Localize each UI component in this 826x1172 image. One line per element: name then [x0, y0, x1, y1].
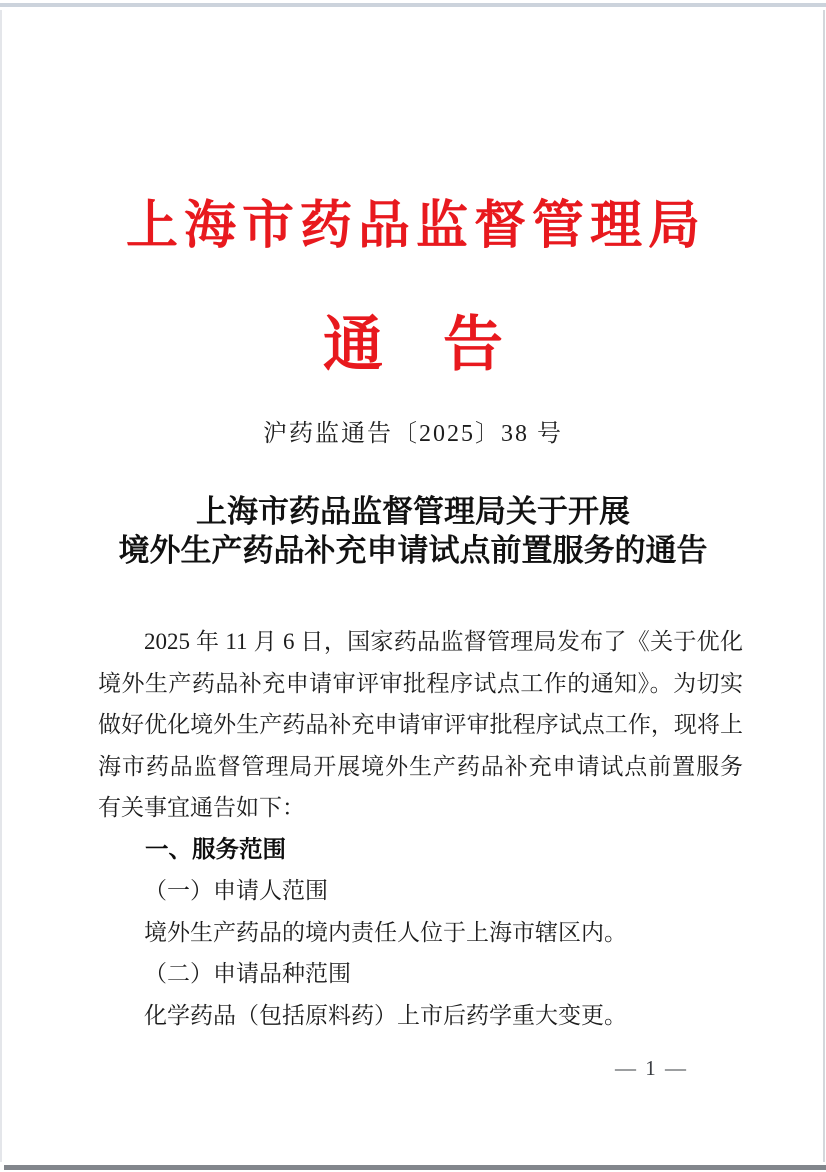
page-number: — 1 — — [615, 1056, 688, 1080]
page-edge-top — [0, 3, 826, 7]
agency-name: 上海市药品监督管理局 — [125, 198, 706, 255]
document-title — [0, 492, 826, 570]
body-line: （一）申请人范围 — [144, 878, 328, 903]
body-line: 2025 年 11 月 6 日，国家药品监督管理局发布了《关于优化 — [144, 629, 743, 654]
body-line: 境外生产药品的境内责任人位于上海市辖区内。 — [144, 919, 627, 945]
document-body — [98, 621, 743, 1036]
document-type-heading: 通 告 — [323, 312, 503, 378]
body-line: （二）申请品种范围 — [144, 961, 351, 986]
document-title-line2: 境外生产药品补充申请试点前置服务的通告 — [118, 533, 708, 568]
page-edge-bottom — [4, 1165, 826, 1170]
body-line: 一、服务范围 — [145, 835, 286, 862]
body-line: 境外生产药品补充申请审评审批程序试点工作的通知》。为切实 — [98, 670, 743, 696]
body-line: 海市药品监督管理局开展境外生产药品补充申请试点前置服务 — [98, 753, 743, 779]
body-line: 有关事宜通告如下： — [98, 795, 305, 820]
body-line: 做好优化境外生产药品补充申请审评审批程序试点工作，现将上 — [98, 712, 743, 737]
body-line: 化学药品（包括原料药）上市后药学重大变更。 — [144, 1002, 627, 1028]
document-number: 沪药监通告〔2025〕38 号 — [263, 421, 563, 447]
document-title-line1: 上海市药品监督管理局关于开展 — [196, 494, 630, 529]
